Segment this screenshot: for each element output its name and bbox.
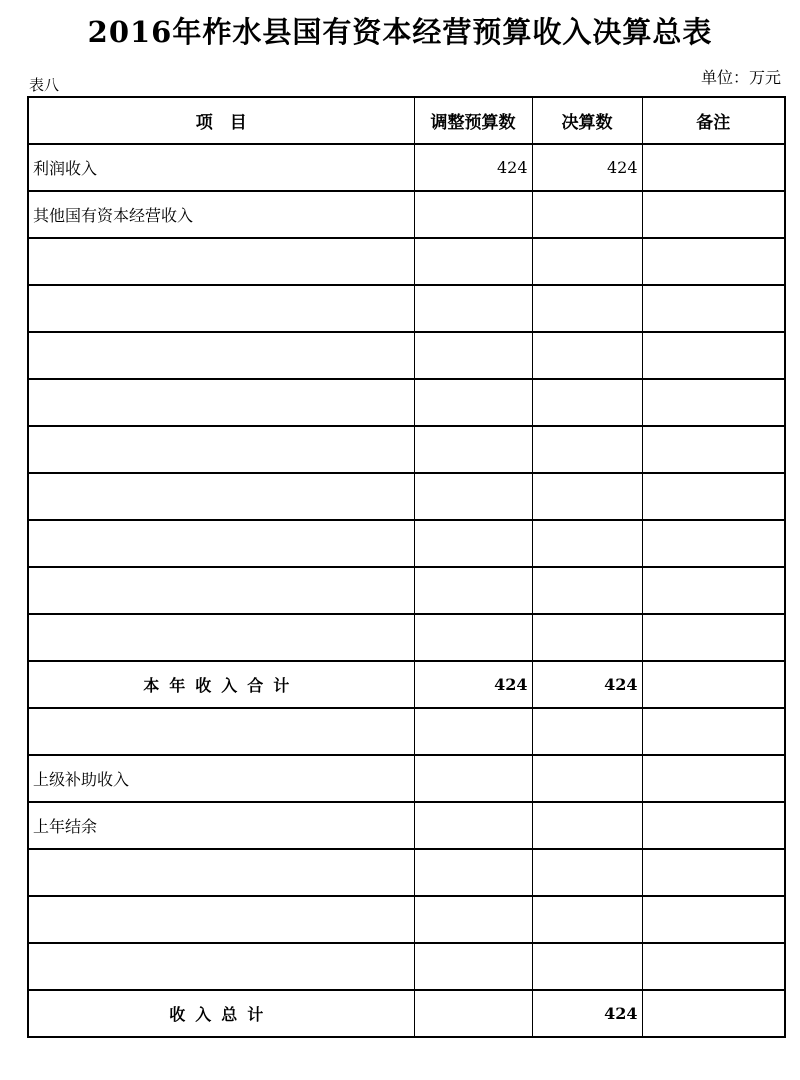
cell-note [642, 238, 785, 285]
table-total-row [28, 661, 785, 708]
cell-budget [414, 285, 532, 332]
cell-item [28, 520, 414, 567]
table-row [28, 943, 785, 990]
header-note: 备注 [642, 97, 785, 144]
table-row [28, 849, 785, 896]
cell-note [642, 520, 785, 567]
cell-budget [414, 802, 532, 849]
table-row [28, 567, 785, 614]
cell-actual: 424 [532, 661, 642, 708]
table-row [28, 473, 785, 520]
cell-item: 本年收入合计 [28, 661, 414, 708]
cell-actual [532, 755, 642, 802]
unit-label: 单位：万元 [700, 68, 781, 87]
cell-actual [532, 614, 642, 661]
cell-note [642, 896, 785, 943]
cell-budget [414, 473, 532, 520]
cell-actual [532, 520, 642, 567]
table-total-row [28, 990, 785, 1037]
cell-actual [532, 473, 642, 520]
header-budget: 调整预算数 [414, 97, 532, 144]
table-row [28, 896, 785, 943]
cell-note [642, 332, 785, 379]
cell-note [642, 943, 785, 990]
cell-actual [532, 191, 642, 238]
cell-item [28, 379, 414, 426]
cell-budget: 424 [414, 661, 532, 708]
cell-item: 上年结余 [28, 802, 414, 849]
header-item: 项 目 [28, 97, 414, 144]
table-row [28, 379, 785, 426]
cell-actual [532, 379, 642, 426]
cell-budget [414, 849, 532, 896]
cell-budget [414, 755, 532, 802]
cell-item: 其他国有资本经营收入 [28, 191, 414, 238]
cell-actual [532, 708, 642, 755]
cell-item [28, 708, 414, 755]
cell-budget [414, 990, 532, 1037]
cell-item [28, 473, 414, 520]
table-row [28, 285, 785, 332]
cell-item [28, 614, 414, 661]
cell-actual [532, 896, 642, 943]
cell-actual [532, 426, 642, 473]
table-row [28, 802, 785, 849]
cell-note [642, 426, 785, 473]
cell-budget [414, 426, 532, 473]
cell-item [28, 567, 414, 614]
cell-budget [414, 520, 532, 567]
cell-item [28, 285, 414, 332]
cell-actual [532, 332, 642, 379]
table-row [28, 426, 785, 473]
cell-budget [414, 238, 532, 285]
cell-budget [414, 379, 532, 426]
revenue-table [27, 96, 786, 1038]
cell-note [642, 661, 785, 708]
cell-item [28, 896, 414, 943]
cell-note [642, 990, 785, 1037]
cell-note [642, 379, 785, 426]
page-title: 2016年柞水县国有资本经营预算收入决算总表 [87, 15, 713, 49]
cell-budget [414, 332, 532, 379]
cell-actual [532, 849, 642, 896]
cell-budget [414, 896, 532, 943]
cell-item [28, 426, 414, 473]
table-number: 表八 [29, 76, 60, 94]
cell-item [28, 332, 414, 379]
cell-item: 上级补助收入 [28, 755, 414, 802]
table-row [28, 332, 785, 379]
header-actual: 决算数 [532, 97, 642, 144]
cell-item [28, 943, 414, 990]
table-row [28, 144, 785, 191]
cell-item: 收入总计 [28, 990, 414, 1037]
cell-actual: 424 [532, 990, 642, 1037]
cell-note [642, 708, 785, 755]
cell-note [642, 144, 785, 191]
cell-note [642, 285, 785, 332]
cell-note [642, 614, 785, 661]
cell-budget [414, 567, 532, 614]
cell-budget [414, 943, 532, 990]
table-row [28, 520, 785, 567]
cell-note [642, 849, 785, 896]
cell-actual [532, 802, 642, 849]
table-body [28, 144, 785, 1037]
table-header-row [28, 97, 785, 144]
cell-actual [532, 238, 642, 285]
cell-note [642, 191, 785, 238]
cell-item [28, 238, 414, 285]
table-row [28, 238, 785, 285]
cell-item [28, 849, 414, 896]
cell-actual [532, 567, 642, 614]
table-row [28, 708, 785, 755]
cell-budget: 424 [414, 144, 532, 191]
table-row [28, 755, 785, 802]
cell-budget [414, 614, 532, 661]
table-row [28, 614, 785, 661]
cell-budget [414, 708, 532, 755]
cell-actual [532, 943, 642, 990]
cell-note [642, 567, 785, 614]
cell-note [642, 473, 785, 520]
cell-note [642, 755, 785, 802]
cell-budget [414, 191, 532, 238]
cell-item: 利润收入 [28, 144, 414, 191]
cell-actual [532, 285, 642, 332]
cell-note [642, 802, 785, 849]
cell-actual: 424 [532, 144, 642, 191]
table-row [28, 191, 785, 238]
